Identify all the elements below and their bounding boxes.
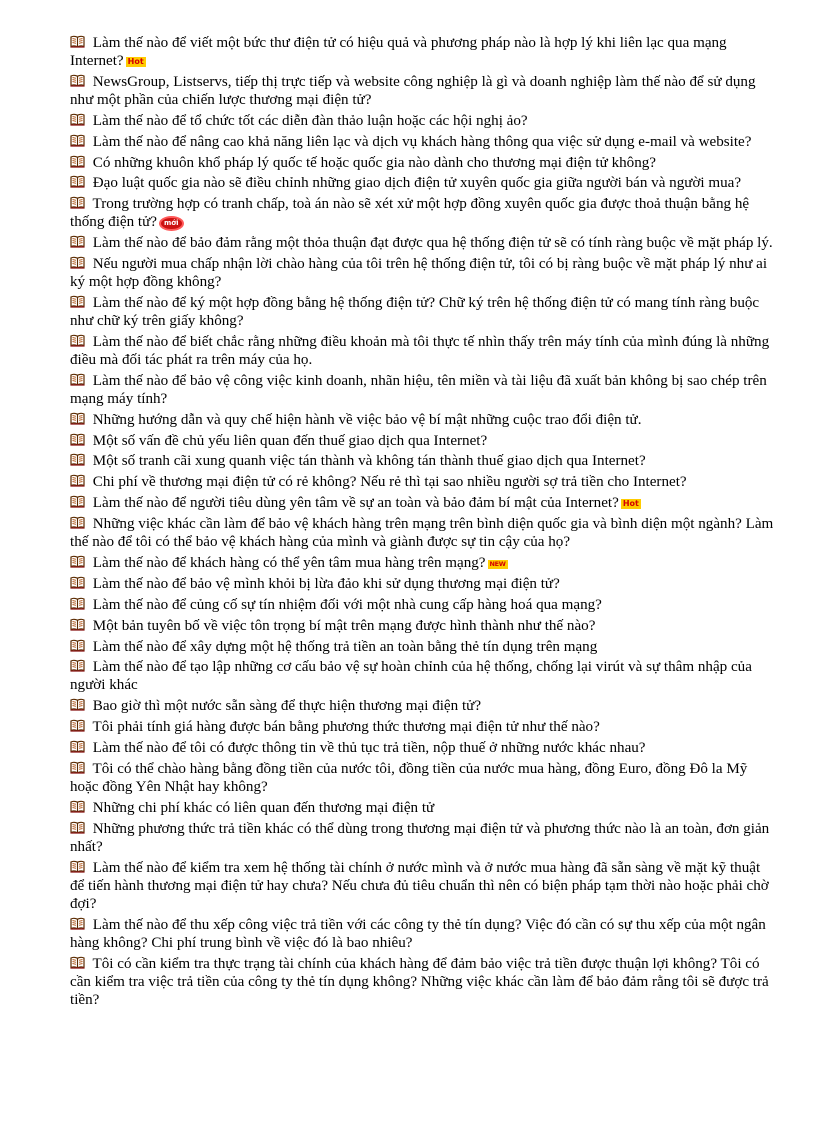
faq-item [70, 234, 776, 252]
book-icon [70, 235, 93, 251]
faq-question-link[interactable]: Những hướng dẫn và quy chế hiện hành về việc bảo vệ bí mật những cuộc trao đổi điện tử. [92, 411, 642, 428]
faq-question-link[interactable]: Bao giờ thì một nước sẵn sàng để thực hiện thương mại điện tử? [92, 698, 482, 715]
faq-question-link[interactable]: Làm thế nào để bảo đảm rằng một thỏa thuận đạt được qua hệ thống điện tử sẽ có tính ràng buộc về mặt pháp lý. [92, 235, 773, 252]
faq-item [70, 820, 776, 856]
faq-item [70, 515, 776, 551]
faq-item [70, 596, 776, 614]
faq-question-link[interactable]: Làm thế nào để biết chắc rằng những điều khoản mà tôi thực tế nhìn thấy trên máy tính của mình đúng là những điều mà đối tác phát ra trên máy của họ. [70, 333, 770, 368]
faq-question-link[interactable]: Làm thế nào để tôi có được thông tin về thủ tục trả tiền, nộp thuế ở những nước khác nhau? [92, 740, 646, 757]
faq-item [70, 73, 776, 109]
faq-item [70, 760, 776, 796]
faq-item [70, 112, 776, 130]
book-icon [70, 698, 93, 714]
faq-question-link[interactable]: Làm thế nào để kiểm tra xem hệ thống tài chính ở nước mình và ở nước mua hàng đã sẵn sàng về mặt kỹ thuật để tiến hành thương mại điện tử hay chưa? Nếu chưa đủ tiêu chuẩn thì nên có biện pháp tạm thời nào hoặc phải chờ đợi? [70, 859, 769, 912]
faq-question-link[interactable]: Làm thế nào để tổ chức tốt các diễn đàn thảo luận hoặc các hội nghị ảo? [92, 112, 528, 129]
book-icon [70, 956, 93, 972]
faq-item [70, 638, 776, 656]
hot-badge-icon: Hot [622, 499, 639, 509]
moi-badge-icon: mới [161, 218, 182, 229]
faq-question-link[interactable]: Tôi phải tính giá hàng được bán bằng phương thức thương mại điện tử như thế nào? [92, 719, 600, 736]
faq-question-link[interactable]: Làm thế nào để nâng cao khả năng liên lạc và dịch vụ khách hàng thông qua việc sử dụng e-mail và website? [92, 133, 752, 150]
book-icon [70, 516, 93, 532]
faq-item [70, 473, 776, 491]
book-icon [70, 800, 93, 816]
faq-question-link[interactable]: Có những khuôn khổ pháp lý quốc tế hoặc quốc gia nào dành cho thương mại điện tử không? [92, 154, 656, 171]
faq-question-link[interactable]: Làm thế nào để củng cố sự tín nhiệm đối với một nhà cung cấp hàng hoá qua mạng? [92, 596, 602, 613]
faq-item [70, 718, 776, 736]
book-icon [70, 155, 93, 171]
faq-item [70, 294, 776, 330]
faq-question-link[interactable]: Làm thế nào để xây dựng một hệ thống trả tiền an toàn bằng thẻ tín dụng trên mạng [92, 638, 598, 655]
faq-item [70, 955, 776, 1009]
faq-item [70, 697, 776, 715]
faq-item [70, 255, 776, 291]
hot-badge-icon: Hot [127, 57, 144, 66]
book-icon [70, 134, 93, 150]
faq-question-link[interactable]: Nếu người mua chấp nhận lời chào hàng của tôi trên hệ thống điện tử, tôi có bị ràng buộc về mặt pháp lý như ai ký một hợp đồng không? [70, 256, 768, 291]
faq-item [70, 859, 776, 913]
faq-item [70, 617, 776, 635]
book-icon [70, 433, 93, 449]
faq-question-link[interactable]: Tôi có cần kiểm tra thực trạng tài chính của khách hàng để đảm bảo việc trả tiền được thuận lợi không? Tôi có cần kiểm tra việc trả tiền của công ty thẻ tín dụng không? Những việc khác cần làm để bảo đảm rằng tôi sẽ được trả tiền? [70, 955, 769, 1008]
faq-item [70, 34, 776, 70]
book-icon [70, 74, 93, 90]
faq-item [70, 333, 776, 369]
book-icon [70, 412, 93, 428]
book-icon [70, 334, 93, 350]
book-icon [70, 618, 93, 634]
new-badge-icon: NEW [489, 560, 506, 569]
faq-question-link[interactable]: Làm thế nào để tạo lập những cơ cấu bảo vệ sự hoàn chỉnh của hệ thống, chống lại virút và sự thâm nhập của người khác [70, 659, 752, 694]
book-icon [70, 35, 93, 51]
faq-item [70, 916, 776, 952]
faq-question-link[interactable]: Làm thế nào để người tiêu dùng yên tâm về sự an toàn và bảo đảm bí mật của Internet? [92, 495, 619, 512]
faq-item [70, 494, 776, 512]
faq-question-link[interactable]: Những chi phí khác có liên quan đến thương mại điện tử [92, 799, 435, 816]
faq-question-link[interactable]: Một số tranh cãi xung quanh việc tán thành và không tán thành thuế giao dịch qua Internet? [92, 453, 646, 470]
faq-page [70, 34, 776, 1011]
book-icon [70, 597, 93, 613]
faq-question-link[interactable]: Một số vấn đề chủ yếu liên quan đến thuế giao dịch qua Internet? [92, 432, 488, 449]
faq-item [70, 411, 776, 429]
book-icon [70, 576, 93, 592]
faq-item [70, 452, 776, 470]
book-icon [70, 196, 93, 212]
faq-question-link[interactable]: Làm thế nào để ký một hợp đồng bằng hệ thống điện tử? Chữ ký trên hệ thống điện tử có mang tính ràng buộc như chữ ký trên giấy không? [70, 295, 760, 330]
book-icon [70, 860, 93, 876]
book-icon [70, 474, 93, 490]
faq-question-link[interactable]: Trong trường hợp có tranh chấp, toà án nào sẽ xét xử một hợp đồng xuyên quốc gia được thoả thuận bằng hệ thống điện tử? [70, 196, 750, 231]
book-icon [70, 761, 93, 777]
book-icon [70, 719, 93, 735]
faq-question-link[interactable]: NewsGroup, Listservs, tiếp thị trực tiếp và website công nghiệp là gì và doanh nghiệp làm thế nào để sử dụng như một phần của chiến lược thương mại điện tử? [70, 73, 756, 108]
book-icon [70, 917, 93, 933]
book-icon [70, 453, 93, 469]
faq-question-link[interactable]: Những phương thức trả tiền khác có thể dùng trong thương mại điện tử và phương thức nào là an toàn, đơn giản nhất? [70, 820, 770, 855]
faq-list [70, 34, 776, 1009]
faq-item [70, 154, 776, 172]
faq-item [70, 432, 776, 450]
book-icon [70, 740, 93, 756]
book-icon [70, 373, 93, 389]
faq-question-link[interactable]: Làm thế nào để khách hàng có thể yên tâm mua hàng trên mạng? [92, 555, 486, 572]
faq-item [70, 799, 776, 817]
faq-question-link[interactable]: Những việc khác cần làm để bảo vệ khách hàng trên mạng trên bình diện quốc gia và bình diện một ngành? Làm thế nào để tôi có thể bảo vệ khách hàng của mình và giành được sự tin cậy của họ? [70, 516, 774, 551]
book-icon [70, 113, 93, 129]
faq-question-link[interactable]: Làm thế nào để viết một bức thư điện tử có hiệu quả và phương pháp nào là hợp lý khi liên lạc qua mạng Internet? [70, 35, 727, 69]
faq-item [70, 372, 776, 408]
book-icon [70, 495, 93, 511]
faq-question-link[interactable]: Tôi có thể chào hàng bằng đồng tiền của nước tôi, đồng tiền của nước mua hàng, đồng Euro, đồng Đô la Mỹ hoặc đồng Yên Nhật hay không? [70, 761, 748, 796]
faq-item [70, 174, 776, 192]
faq-question-link[interactable]: Làm thế nào để bảo vệ công việc kinh doanh, nhãn hiệu, tên miền và tài liệu đã xuất bản không bị sao chép trên mạng máy tính? [70, 372, 767, 407]
faq-question-link[interactable]: Chi phí về thương mại điện tử có rẻ không? Nếu rẻ thì tại sao nhiều người sợ trả tiền cho Internet? [92, 474, 687, 491]
book-icon [70, 175, 93, 191]
book-icon [70, 659, 93, 675]
faq-item [70, 133, 776, 151]
book-icon [70, 639, 93, 655]
faq-item [70, 195, 776, 231]
faq-item [70, 575, 776, 593]
faq-item [70, 658, 776, 694]
faq-question-link[interactable]: Làm thế nào để thu xếp công việc trả tiền với các công ty thẻ tín dụng? Việc đó cần có sự thu xếp của một ngân hàng không? Chi phí trung bình về việc đó là bao nhiêu? [70, 916, 766, 951]
book-icon [70, 256, 93, 272]
faq-item [70, 739, 776, 757]
book-icon [70, 821, 93, 837]
faq-item [70, 554, 776, 572]
faq-question-link[interactable]: Đạo luật quốc gia nào sẽ điều chỉnh những giao dịch điện tử xuyên quốc gia giữa người bán và người mua? [92, 175, 742, 192]
book-icon [70, 555, 93, 571]
faq-question-link[interactable]: Làm thế nào để bảo vệ mình khỏi bị lừa đảo khi sử dụng thương mại điện tử? [92, 575, 560, 592]
faq-question-link[interactable]: Một bản tuyên bố về việc tôn trọng bí mật trên mạng được hình thành như thế nào? [92, 617, 596, 634]
book-icon [70, 295, 93, 311]
